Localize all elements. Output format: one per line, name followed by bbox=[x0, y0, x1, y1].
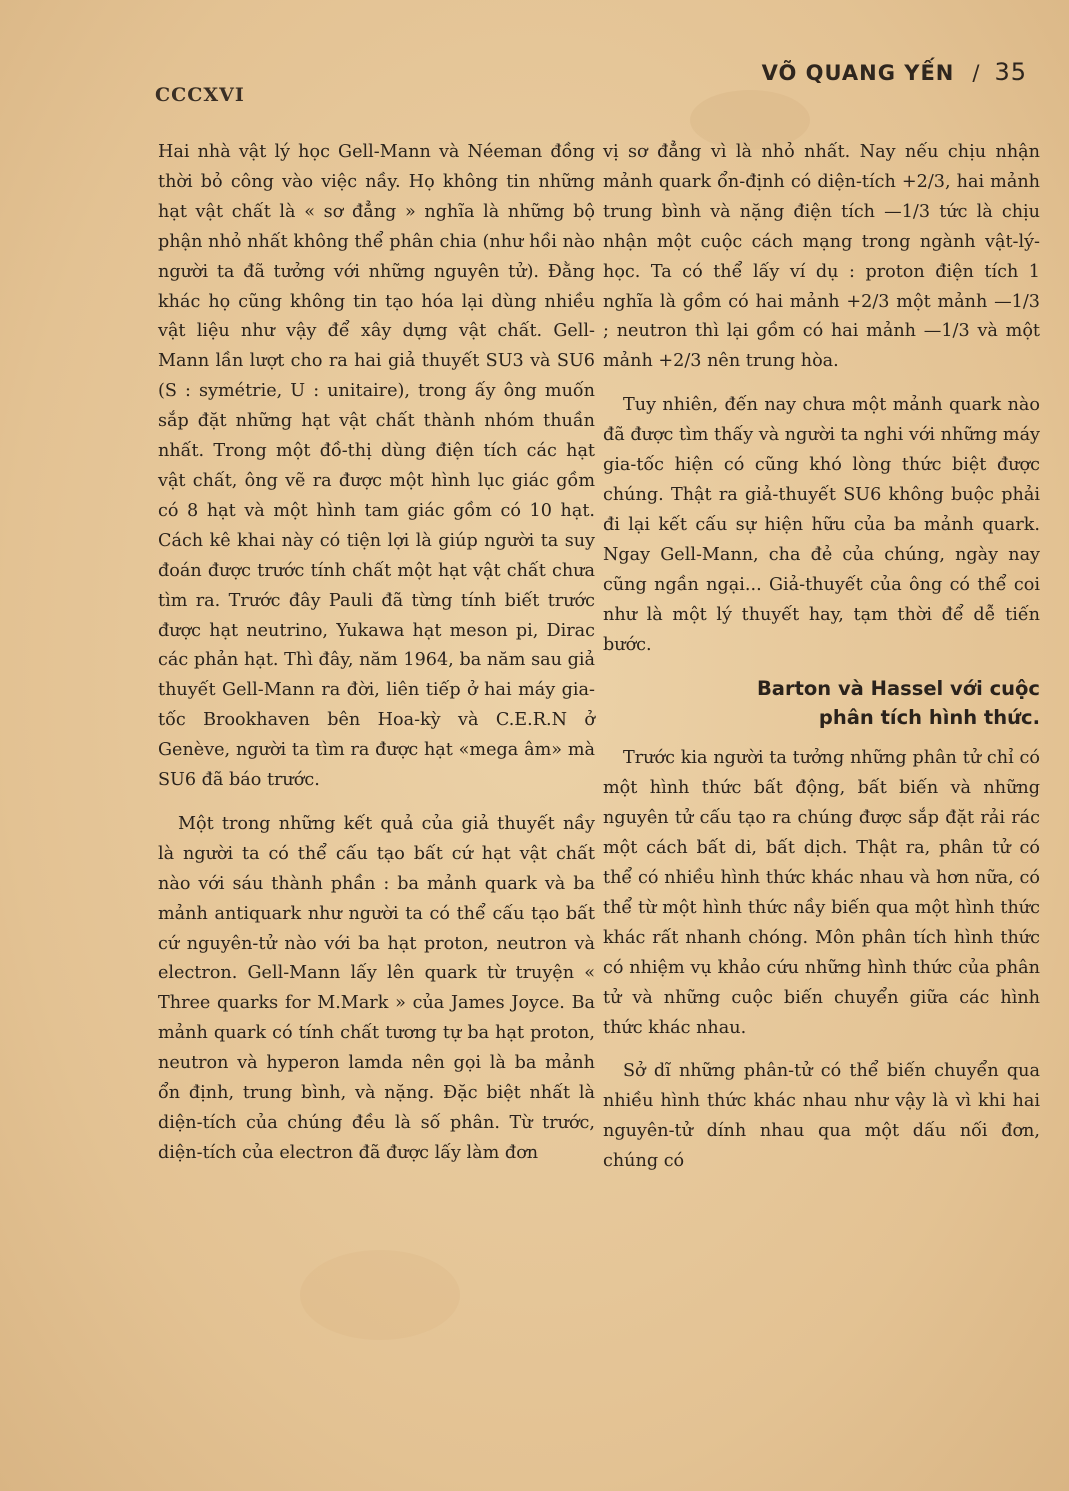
header-separator: / bbox=[972, 61, 981, 85]
left-column bbox=[158, 138, 595, 1169]
section-heading bbox=[603, 674, 1040, 732]
paragraph: vị sơ đẳng vì là nhỏ nhất. Nay nếu chịu nhận mảnh quark ổn-định có diện-tích +2/3, hai mảnh trung bình và nặng điện tích —1/3 tức là chịu nhận một cuộc cách mạng trong ngành vật-lý-học. Ta có thể lấy ví dụ : proton điện tích 1 nghĩa là gồm có hai mảnh +2/3 một mảnh —1/3 ; neutron thì lại gồm có hai mảnh —1/3 và một mảnh +2/3 nên trung hòa. bbox=[603, 142, 1040, 372]
paragraph: Tuy nhiên, đến nay chưa một mảnh quark nào đã được tìm thấy và người ta nghi với những máy gia-tốc hiện có cũng khó lòng thức biệt được chúng. Thật ra giả-thuyết SU6 không buộc phải đi lại kết cấu sự hiện hữu của ba mảnh quark. Ngay Gell-Mann, cha đẻ của chúng, ngày nay cũng ngần ngại... Giả-thuyết của ông có thể coi như là một lý thuyết hay, tạm thời để dễ tiến bước. bbox=[603, 395, 1040, 655]
paragraph: Trước kia người ta tưởng những phân tử chỉ có một hình thức bất động, bất biến và những nguyên tử cấu tạo ra chúng được sắp đặt rải rác một cách bất di, bất dịch. Thật ra, phân tử có thể có nhiều hình thức khác nhau và hơn nữa, có thể từ một hình thức nầy biến qua một hình thức khác rất nhanh chóng. Môn phân tích hình thức có nhiệm vụ khảo cứu những hình thức của phân tử và những cuộc biến chuyển giữa các hình thức khác nhau. bbox=[603, 748, 1040, 1038]
paper-stain bbox=[300, 1250, 460, 1340]
author-name: VÕ QUANG YẾN bbox=[761, 61, 955, 85]
section-heading-line: phân tích hình thức. bbox=[818, 706, 1040, 730]
paragraph: Sở dĩ những phân-tử có thể biến chuyển qua nhiều hình thức khác nhau như vậy là vì khi hai nguyên-tử dính nhau qua một dấu nối đơn, chúng có bbox=[603, 1061, 1040, 1172]
page-number: 35 bbox=[994, 58, 1027, 86]
running-head bbox=[762, 58, 1027, 86]
paragraph: Một trong những kết quả của giả thuyết nầy là người ta có thể cấu tạo bất cứ hạt vật chất nào với sáu thành phần : ba mảnh quark và ba mảnh antiquark như người ta có thể cấu tạo bất cứ nguyên-tử nào với ba hạt proton, neutron và electron. Gell-Mann lấy lên quark từ truyện « Three quarks for M.Mark » của James Joyce. Ba mảnh quark có tính chất tương tự ba hạt proton, neutron và hyperon lamda nên gọi là ba mảnh ổn định, trung bình, và nặng. Đặc biệt nhất là diện-tích của chúng đều là số phân. Từ trước, diện-tích của electron đã được lấy làm đơn bbox=[158, 813, 595, 1163]
page-header bbox=[155, 58, 1027, 106]
right-column bbox=[603, 138, 1040, 1177]
series-number: CCCXVI bbox=[155, 84, 245, 106]
section-heading-line: Barton và Hassel với cuộc bbox=[756, 677, 1040, 701]
paragraph: Hai nhà vật lý học Gell-Mann và Néeman đồng thời bỏ công vào việc nầy. Họ không tin những hạt vật chất là « sơ đẳng » nghĩa là những bộ phận nhỏ nhất không thể phân chia (như hồi nào người ta đã tưởng với những nguyên tử). Đằng khác họ cũng không tin tạo hóa lại dùng nhiều vật liệu như vậy để xây dựng vật chất. Gell-Mann lần lượt cho ra hai giả thuyết SU3 và SU6 (S : symétrie, U : unitaire), trong ấy ông muốn sắp đặt những hạt vật chất thành nhóm thuần nhất. Trong một đồ-thị dùng điện tích các hạt vật chất, ông vẽ ra được một hình lục giác gồm có 8 hạt và một hình tam giác gồm có 10 hạt. Cách kê khai này có tiện lợi là giúp người ta suy đoán được trước tính chất một hạt vật chất chưa tìm ra. Trước đây Pauli đã từng tính biết trước được hạt neutrino, Yukawa hạt meson pi, Dirac các phản hạt. Thì đây, năm 1964, ba năm sau giả thuyết Gell-Mann ra đời, liên tiếp ở hai máy gia-tốc Brookhaven bên Hoa-kỳ và C.E.R.N ở Genève, người ta tìm ra được hạt «mega âm» mà SU6 đã báo trước. bbox=[158, 142, 595, 791]
